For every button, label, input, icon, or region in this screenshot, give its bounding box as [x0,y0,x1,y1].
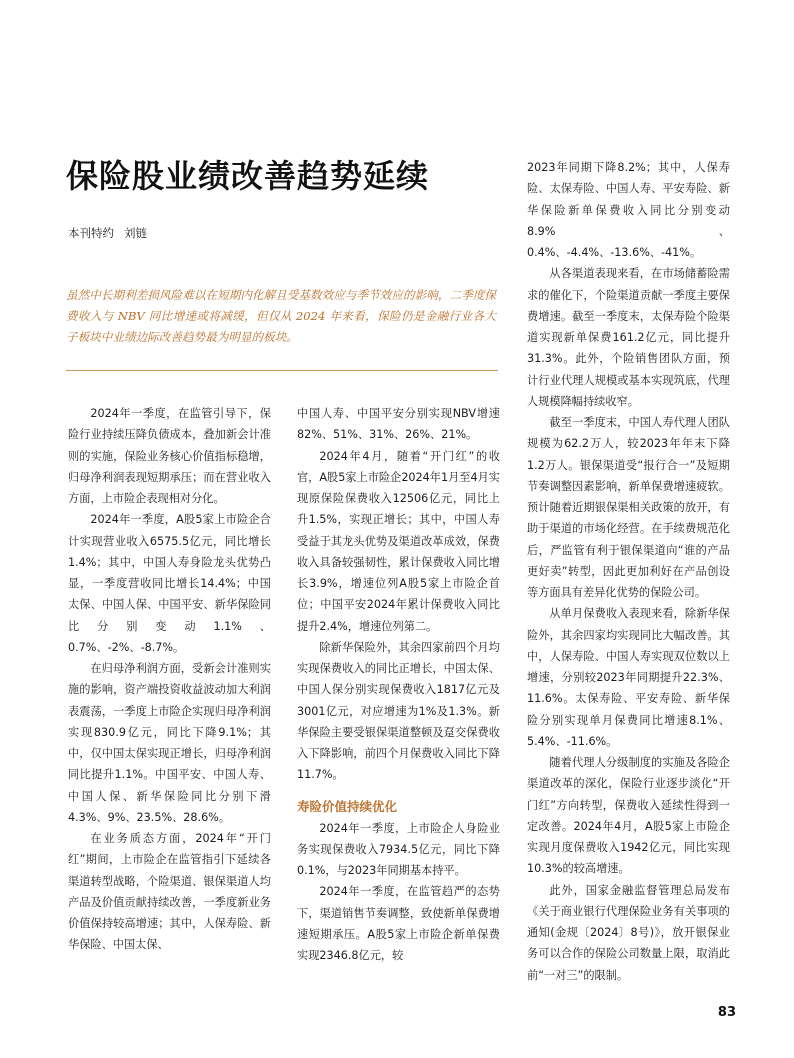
body-paragraph: 从各渠道表现来看，在市场储蓄险需求的催化下，个险渠道贡献一季度主要保费增速。截至一季度末，太保寿险个险渠道实现新单保费161.2亿元，同比提升31.3%。此外，个险销售团队方面，预计行业代理人规模或基本实现筑底，代理人规模降幅持续收窄。 [527,267,730,408]
body-paragraph: 2024年一季度，在监管引导下，保险行业持续压降负债成本，叠加新会计准则的实施，保险业务核心价值指标稳增，归母净利润表现短期承压；而在营业收入方面，上市险企表现相对分化。 [68,407,271,505]
body-paragraph: 截至一季度末，中国人寿代理人团队规模为62.2万人，较2023年年末下降1.2万人。银保渠道受“报行合一”及短期节奏调整因素影响，新单保费增速疲软。预计随着近期银保渠相关政策的放开，有助于渠道的市场化经营。在手续费规范化后，严监管有利于银保渠道向“谁的产品更好卖”转型，因此更加利好在产品创设等方面具有差异化优势的保险公司。 [527,416,730,599]
body-paragraph: 在归母净利润方面，受新会计准则实施的影响，资产端投资收益波动加大利润表震荡，一季度上市险企实现归母净利润实现830.9亿元，同比下降9.1%；其中，仅中国太保实现正增长，归母净利润同比提升1.1%。中国平安、中国人寿、中国人保、新华保险同比分别下滑4.3%、9%、23.5%、28.6%。 [68,662,271,824]
text-column-middle [297,403,500,966]
body-paragraph: 2024年一季度，A股5家上市险企合计实现营业收入6575.5亿元，同比增长1.4%；其中，中国人寿身险龙头优势凸显，一季度营收同比增长14.4%；中国太保、中国人保、中国平安、新华保险同比分别变动1.1%、0.7%、-2%、-8.7%。 [68,513,271,654]
article-title: 保险股业绩改善趋势延续 [66,157,430,195]
body-paragraph: 随着代理人分级制度的实施及各险企渠道改革的深化，保险行业逐步淡化“开门红”方向转型，保费收入延续性得到一定改善。2024年4月，A股5家上市险企实现月度保费收入1942亿元，同比实现10.3%的较高增速。 [527,756,730,876]
page-number: 83 [717,1005,736,1020]
body-paragraph-continued: 2023年同期下降8.2%；其中，人保寿险、太保寿险、中国人寿、平安寿险、新华保险新单保费收入同比分别变动8.9%、0.4%、-4.4%、-13.6%、-41%。 [527,161,730,259]
body-paragraph: 此外，国家金融监督管理总局发布《关于商业银行代理保险业务有关事项的通知(金规〔2024〕8号)》，放开银保业务可以合作的保险公司数量上限，取消此前“一对三”的限制。 [527,883,730,982]
abstract-divider [66,370,498,371]
body-paragraph: 2024年一季度，上市险企人身险业务实现保费收入7934.5亿元，同比下降0.1%，与2023年同期基本持平。 [297,821,500,877]
text-column-left [68,403,271,956]
article-abstract: 虽然中长期利差损风险难以在短期内化解且受基数效应与季节效应的影响，二季度保费收入与 NBV 同比增速或将减缓，但仅从 2024 年来看，保险仍是金融行业各大子板块中业绩边际改善趋势最为明显的板块。 [66,288,496,344]
body-paragraph: 2024年4月，随着“开门红”的收官，A股5家上市险企2024年1月至4月实现原保险保费收入12506亿元，同比上升1.5%，实现正增长；其中，中国人寿受益于其龙头优势及渠道改革成效，保费收入具备较强韧性，累计保费收入同比增长3.9%，增速位列A股5家上市险企首位；中国平安2024年累计保费收入同比提升2.4%，增速位列第二。 [297,449,500,633]
body-paragraph: 从单月保费收入表现来看，除新华保险外，其余四家均实现同比大幅改善。其中，人保寿险、中国人寿实现双位数以上增速，分别较2023年同期提升22.3%、11.6%。太保寿险、平安寿险、新华保险分别实现单月保费同比增速8.1%、5.4%、-11.6%。 [527,607,730,748]
section-heading: 寿险价值持续优化 [297,798,398,814]
body-paragraph: 在业务质态方面，2024年“开门红”期间，上市险企在监管指引下延续各渠道转型战略，个险渠道、银保渠道人均产品及价值贡献持续改善，一季度新业务价值保持较高增速；其中，人保寿险、新华保险、中国太保、 [68,832,271,952]
text-column-right [527,157,730,986]
byline-author: 刘链 [124,226,147,240]
byline [68,224,508,242]
byline-column: 本刊特约 [68,226,114,240]
body-paragraph-continued: 中国人寿、中国平安分别实现NBV增速82%、51%、31%、26%、21%。 [297,407,500,442]
body-paragraph: 2024年一季度，在监管趋严的态势下，渠道销售节奏调整，致使新单保费增速短期承压。A股5家上市险企新单保费实现2346.8亿元，较 [297,885,500,962]
body-paragraph: 除新华保险外，其余四家前四个月均实现保费收入的同比正增长，中国太保、中国人保分别实现保费收入1817亿元及3001亿元，对应增速为1%及1.3%。新华保险主要受银保渠道整顿及趸交保费收入下降影响，前四个月保费收入同比下降11.7%。 [297,640,500,782]
